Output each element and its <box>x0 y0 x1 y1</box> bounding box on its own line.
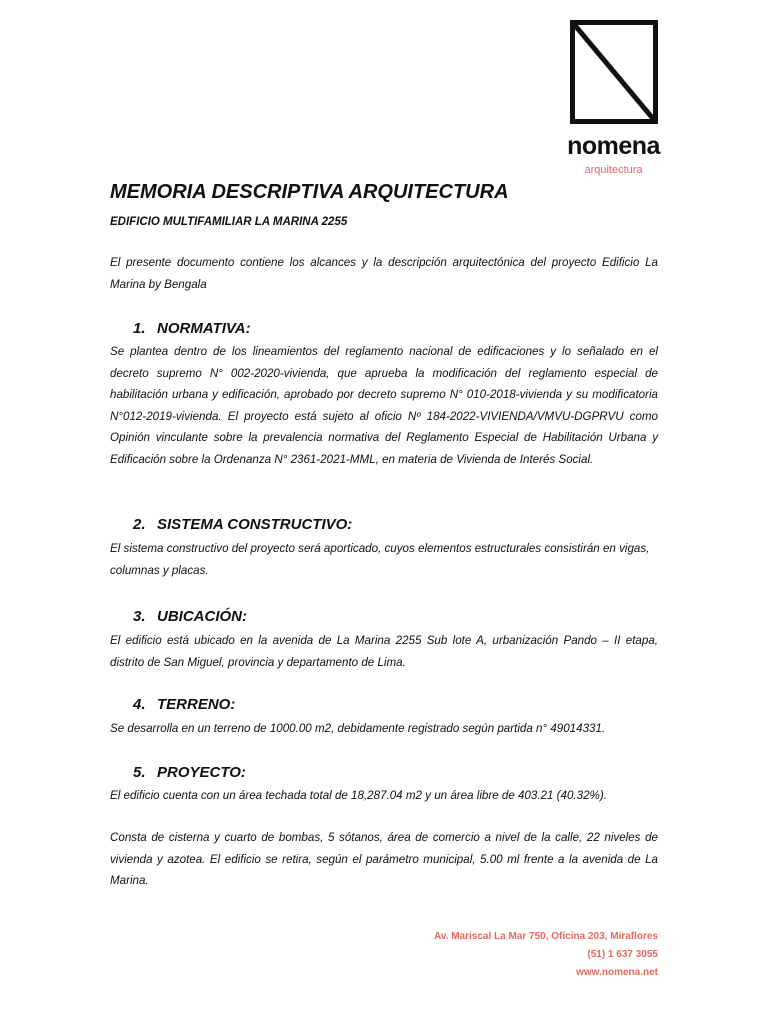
document-subtitle: EDIFICIO MULTIFAMILIAR LA MARINA 2255 <box>110 216 348 228</box>
section-paragraph-proyecto-niveles: Consta de cisterna y cuarto de bombas, 5 sótanos, área de comercio a nivel de la calle, 22 niveles de vivienda y azotea. El edificio se retira, según el parámetro municipal, 5.00 ml frente a la avenida de La Marina. <box>110 831 658 887</box>
section-number: 2. <box>133 516 146 533</box>
footer-contact <box>434 928 658 982</box>
section-title: UBICACIÓN: <box>157 608 247 625</box>
section-number: 5. <box>133 764 146 781</box>
section-paragraph-terreno: Se desarrolla en un terreno de 1000.00 m2, debidamente registrado según partida n° 49014331. <box>110 722 606 735</box>
section-heading-ubicacion <box>133 607 633 627</box>
section-heading-proyecto <box>133 763 633 783</box>
section-title: NORMATIVA: <box>157 320 251 337</box>
logo-subtitle: arquitectura <box>584 164 643 176</box>
section-heading-terreno <box>133 695 633 715</box>
footer-address: Av. Mariscal La Mar 750, Oficina 203, Miraflores <box>434 931 658 942</box>
company-logo <box>566 18 661 176</box>
section-paragraph-sistema-constructivo: El sistema constructivo del proyecto será aporticado, cuyos elementos estructurales consistirán en vigas, columnas y placas. <box>110 542 650 577</box>
section-heading-sistema-constructivo <box>133 515 633 535</box>
section-paragraph-proyecto-area: El edificio cuenta con un área techada total de 18,287.04 m2 y un área libre de 403.21 (40.32%). <box>110 789 607 802</box>
footer-phone: (51) 1 637 3055 <box>587 949 658 960</box>
logo-name: nomena <box>567 132 660 160</box>
section-number: 4. <box>133 696 146 713</box>
intro-paragraph: El presente documento contiene los alcances y la descripción arquitectónica del proyecto Edificio La Marina by Bengala <box>110 256 658 291</box>
section-title: TERRENO: <box>157 696 236 713</box>
document-title: MEMORIA DESCRIPTIVA ARQUITECTURA <box>110 181 509 203</box>
footer-website[interactable]: www.nomena.net <box>576 967 658 978</box>
logo-mark-icon <box>570 20 658 124</box>
section-paragraph-ubicacion: El edificio está ubicado en la avenida de La Marina 2255 Sub lote A, urbanización Pando – II etapa, distrito de San Miguel, provincia y departamento de Lima. <box>110 634 658 669</box>
section-number: 3. <box>133 608 146 625</box>
section-number: 1. <box>133 320 146 337</box>
section-paragraph-normativa: Se plantea dentro de los lineamientos del reglamento nacional de edificaciones y lo señalado en el decreto supremo N° 002-2020-vivienda, que aprueba la modificación del reglamento especial de habilitación urbana y edificación, aprobado por decreto supremo N° 010-2018-vivienda y su modificatoria N°012-2019-vivienda. El proyecto está sujeto al oficio Nº 184-2022-VIVIENDA/VMVU-DGPRVU como Opinión vinculante sobre la prevalencia normativa del Reglamento Especial de Habilitación Urbana y Edificación sobre la Ordenanza N° 2361-2021-MML, en materia de Vivienda de Interés Social. <box>110 345 658 466</box>
section-title: PROYECTO: <box>157 764 246 781</box>
section-heading-normativa <box>133 319 633 339</box>
section-title: SISTEMA CONSTRUCTIVO: <box>157 516 353 533</box>
